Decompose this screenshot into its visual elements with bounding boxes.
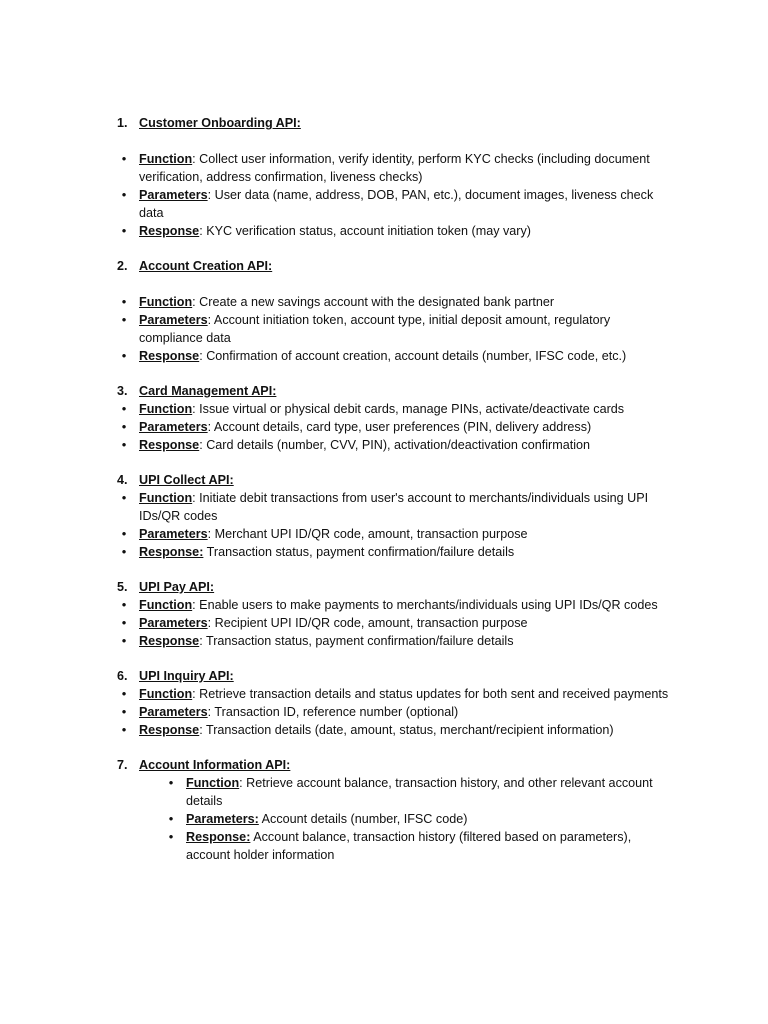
bullet-list: [117, 489, 677, 561]
item-text: Enable users to make payments to merchants/individuals using UPI IDs/QR codes: [195, 598, 658, 612]
item-text: Transaction status, payment confirmation/failure details: [202, 634, 514, 648]
bullet-icon: •: [121, 312, 127, 327]
bullet-list: [117, 774, 677, 864]
item-separator: :: [192, 491, 196, 505]
api-section: [117, 756, 677, 864]
item-key: Response: [139, 438, 200, 452]
list-item: [117, 222, 677, 240]
bullet-list: [117, 685, 677, 739]
item-key: Response: [139, 634, 200, 648]
bullet-icon: •: [121, 151, 127, 166]
item-separator: :: [207, 313, 212, 327]
document-content: [117, 114, 677, 881]
list-item: [117, 632, 677, 650]
list-item: [117, 721, 677, 739]
item-key: Response: [139, 723, 200, 737]
list-item: [117, 347, 677, 365]
api-section: [117, 667, 677, 739]
item-separator: :: [199, 723, 203, 737]
list-item: [117, 543, 677, 561]
list-item: [117, 685, 677, 703]
item-key: Function: [186, 776, 240, 790]
section-title: Customer Onboarding API:: [139, 116, 301, 130]
item-text: Account details (number, IFSC code): [258, 812, 468, 826]
item-key: Function: [139, 491, 193, 505]
bullet-icon: •: [121, 597, 127, 612]
item-key: Parameters: [139, 313, 208, 327]
item-text: Account details, card type, user preferences (PIN, delivery address): [211, 420, 592, 434]
bullet-icon: •: [121, 633, 127, 648]
item-text: Create a new savings account with the designated bank partner: [195, 295, 555, 309]
api-section: [117, 382, 677, 454]
bullet-icon: •: [121, 187, 127, 202]
section-heading: [117, 257, 677, 275]
section-number: 4.: [117, 473, 128, 487]
item-key: Function: [139, 152, 193, 166]
item-key: Parameters: [139, 188, 208, 202]
section-heading: [117, 114, 677, 132]
item-separator: :: [207, 188, 212, 202]
section-heading: [117, 578, 677, 596]
section-title: UPI Collect API:: [139, 473, 234, 487]
item-text: Transaction ID, reference number (optional): [211, 705, 459, 719]
item-key: Parameters: [139, 420, 208, 434]
list-item: [117, 774, 677, 810]
item-key: Response:: [186, 830, 251, 844]
bullet-icon: •: [121, 223, 127, 238]
bullet-list: [117, 400, 677, 454]
item-separator: :: [192, 402, 196, 416]
item-separator: :: [192, 152, 196, 166]
item-separator: :: [207, 705, 212, 719]
section-number: 1.: [117, 116, 128, 130]
item-text: Retrieve transaction details and status updates for both sent and received payments: [195, 687, 669, 701]
api-section: [117, 257, 677, 365]
item-text: Collect user information, verify identity, perform KYC checks (including document verification, address confirmation, liveness checks): [139, 152, 650, 184]
section-number: 2.: [117, 259, 128, 273]
section-title: Card Management API:: [139, 384, 277, 398]
item-key: Response: [139, 349, 200, 363]
item-key: Parameters: [139, 705, 208, 719]
bullet-icon: •: [121, 704, 127, 719]
item-key: Response: [139, 224, 200, 238]
bullet-icon: •: [168, 829, 174, 844]
item-text: Account initiation token, account type, initial deposit amount, regulatory compliance data: [139, 313, 611, 345]
api-section: [117, 471, 677, 561]
bullet-list: [117, 596, 677, 650]
item-key: Function: [139, 402, 193, 416]
spacer: [117, 132, 677, 150]
list-item: [117, 150, 677, 186]
item-text: Account balance, transaction history (filtered based on parameters), account holder information: [186, 830, 632, 862]
list-item: [117, 596, 677, 614]
spacer: [117, 275, 677, 293]
item-key: Function: [139, 295, 193, 309]
bullet-icon: •: [121, 437, 127, 452]
item-text: Card details (number, CVV, PIN), activation/deactivation confirmation: [202, 438, 591, 452]
bullet-icon: •: [168, 775, 174, 790]
item-text: Issue virtual or physical debit cards, manage PINs, activate/deactivate cards: [195, 402, 625, 416]
bullet-icon: •: [121, 294, 127, 309]
section-title: UPI Inquiry API:: [139, 669, 234, 683]
section-number: 6.: [117, 669, 128, 683]
list-item: [117, 614, 677, 632]
bullet-list: [117, 150, 677, 240]
item-separator: :: [192, 687, 196, 701]
list-item: [117, 186, 677, 222]
bullet-icon: •: [121, 686, 127, 701]
item-text: Merchant UPI ID/QR code, amount, transaction purpose: [211, 527, 528, 541]
section-heading: [117, 667, 677, 685]
bullet-icon: •: [121, 401, 127, 416]
list-item: [117, 293, 677, 311]
item-separator: :: [199, 349, 203, 363]
item-separator: :: [199, 634, 203, 648]
list-item: [117, 436, 677, 454]
item-key: Function: [139, 687, 193, 701]
item-key: Parameters: [139, 616, 208, 630]
bullet-icon: •: [121, 490, 127, 505]
section-title: UPI Pay API:: [139, 580, 215, 594]
item-separator: :: [207, 616, 212, 630]
bullet-icon: •: [121, 348, 127, 363]
list-item: [117, 828, 677, 864]
item-separator: :: [207, 420, 212, 434]
section-heading: [117, 756, 677, 774]
item-key: Function: [139, 598, 193, 612]
bullet-icon: •: [121, 722, 127, 737]
list-item: [117, 489, 677, 525]
section-title: Account Creation API:: [139, 259, 273, 273]
bullet-icon: •: [121, 526, 127, 541]
bullet-icon: •: [168, 811, 174, 826]
api-section: [117, 114, 677, 240]
list-item: [117, 400, 677, 418]
list-item: [117, 703, 677, 721]
bullet-icon: •: [121, 615, 127, 630]
section-heading: [117, 471, 677, 489]
section-number: 5.: [117, 580, 128, 594]
item-separator: :: [199, 438, 203, 452]
bullet-list: [117, 293, 677, 365]
item-separator: :: [199, 224, 203, 238]
list-item: [117, 810, 677, 828]
section-title: Account Information API:: [139, 758, 291, 772]
section-heading: [117, 382, 677, 400]
bullet-icon: •: [121, 544, 127, 559]
item-text: Retrieve account balance, transaction history, and other relevant account details: [186, 776, 653, 808]
list-item: [117, 418, 677, 436]
section-number: 3.: [117, 384, 128, 398]
item-text: Recipient UPI ID/QR code, amount, transaction purpose: [211, 616, 528, 630]
list-item: [117, 311, 677, 347]
item-text: KYC verification status, account initiation token (may vary): [202, 224, 531, 238]
api-section: [117, 578, 677, 650]
section-number: 7.: [117, 758, 128, 772]
item-text: Transaction details (date, amount, status, merchant/recipient information): [202, 723, 614, 737]
item-separator: :: [192, 598, 196, 612]
item-text: Confirmation of account creation, account details (number, IFSC code, etc.): [202, 349, 627, 363]
item-key: Parameters:: [186, 812, 259, 826]
item-text: Transaction status, payment confirmation/failure details: [203, 545, 515, 559]
item-separator: :: [239, 776, 243, 790]
bullet-icon: •: [121, 419, 127, 434]
item-text: Initiate debit transactions from user's account to merchants/individuals using UPI IDs/QR codes: [139, 491, 649, 523]
item-key: Parameters: [139, 527, 208, 541]
list-item: [117, 525, 677, 543]
item-separator: :: [207, 527, 212, 541]
item-separator: :: [192, 295, 196, 309]
item-text: User data (name, address, DOB, PAN, etc.), document images, liveness check data: [139, 188, 654, 220]
item-key: Response:: [139, 545, 204, 559]
